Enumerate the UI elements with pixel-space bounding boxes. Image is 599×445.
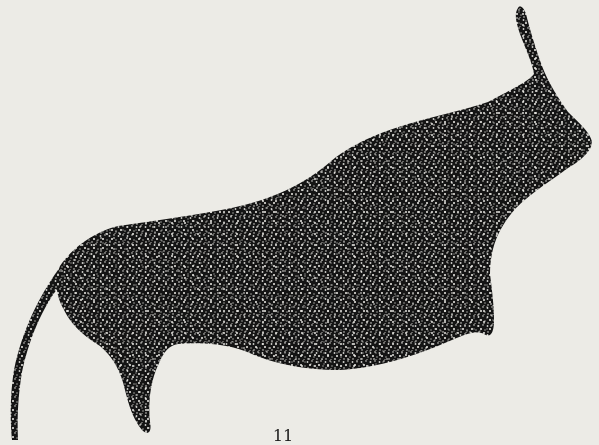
tail-shape bbox=[11, 270, 66, 440]
plate-number: 11 bbox=[272, 426, 294, 445]
